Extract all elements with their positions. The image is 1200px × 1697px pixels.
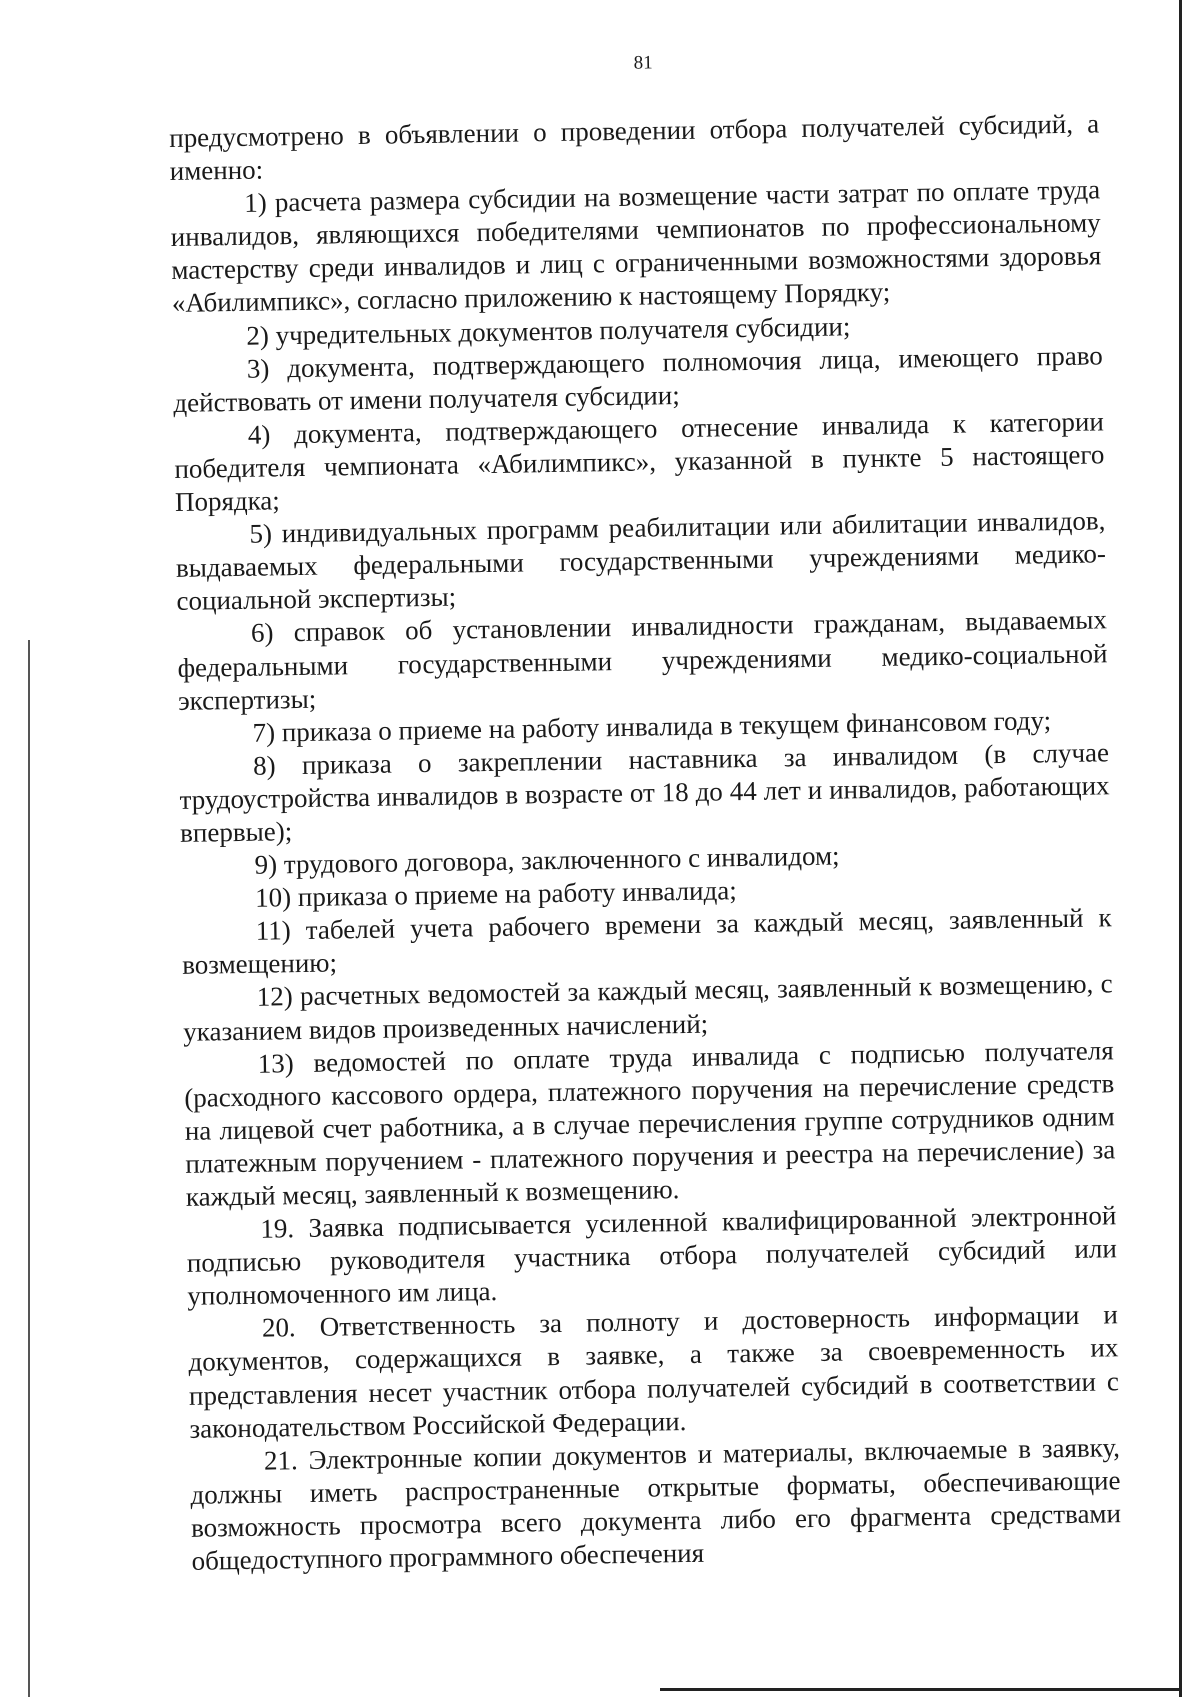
list-item-2: 2) учредительных документов получателя субсидии;: [246, 310, 851, 351]
scan-edge-bottom: [660, 1688, 1182, 1691]
page-number: 81: [633, 52, 653, 74]
document-page: [168, 45, 1122, 1578]
list-item-3: 3) документа, подтверждающего полномочия лица, имеющего право действовать от имени получателя субсидии;: [173, 340, 1103, 418]
list-item-9: 9) трудового договора, заключенного с инвалидом;: [254, 840, 840, 880]
list-item-5: 5) индивидуальных программ реабилитации или абилитации инвалидов, выдаваемых федеральными государственными учреждениями медико-социальной экспертизы;: [175, 505, 1107, 617]
paragraph-intro-continuation: предусмотрено в объявлении о проведении отбора получателей субсидий, а именно:: [168, 108, 1100, 187]
list-item-8: 8) приказа о закреплении наставника за инвалидом (в случае трудоустройства инвалидов в возрасте от 18 до 44 лет и инвалидов, работающих впервые);: [179, 737, 1110, 848]
scan-edge-left: [28, 640, 30, 1697]
clause-21: 21. Электронные копии документов и материалы, включаемые в заявку, должны иметь распространенные открытые форматы, обеспечивающие возможность просмотра всего документа либо его фрагмента средствами общедоступного программного обеспечения: [190, 1431, 1122, 1576]
scan-edge-right: [1179, 0, 1182, 1697]
list-item-4: 4) документа, подтверждающего отнесение инвалида к категории победителя чемпионата «Абилимпикс», указанной в пункте 5 настоящего Порядка;: [174, 406, 1105, 517]
clause-19: 19. Заявка подписывается усиленной квалифицированной электронной подписью руководителя участника отбора получателей субсидий или уполномоченного им лица.: [186, 1200, 1118, 1312]
list-item-6: 6) справок об установлении инвалидности гражданам, выдаваемых федеральными государственными учреждениями медико-социальной экспертизы;: [177, 604, 1108, 716]
list-item-12: 12) расчетных ведомостей за каждый месяц, заявленный к возмещению, с указанием видов произведенных начислений;: [183, 968, 1113, 1047]
document-body: [169, 107, 1122, 1578]
list-item-1: 1) расчета размера субсидии на возмещение части затрат по оплате труда инвалидов, являющихся победителями чемпионатов по профессиональному мастерству среди инвалидов и лиц с ограниченными возможностями здоровья «Абилимпикс», согласно приложению к настоящему Порядку;: [170, 174, 1102, 319]
list-item-7: 7) приказа о приеме на работу инвалида в текущем финансовом году;: [252, 704, 1052, 748]
list-item-11: 11) табелей учета рабочего времени за каждый месяц, заявленный к возмещению;: [181, 902, 1112, 981]
clause-20: 20. Ответственность за полноту и достоверность информации и документов, содержащихся в заявке, а также за своевременность их представления несет участник отбора получателей субсидий в соответствии с законодательством Российской Федерации.: [188, 1299, 1120, 1444]
list-item-13: 13) ведомостей по оплате труда инвалида с подписью получателя (расходного кассового ордера, платежного поручения на перечисление средств на лицевой счет работника, а в случае перечисления группе сотрудников одним платежным поручением - платежного поручения и реестра на перечисление) за каждый месяц, заявленный к возмещению.: [184, 1034, 1116, 1212]
list-item-10: 10) приказа о приеме на работу инвалида;: [254, 875, 737, 913]
